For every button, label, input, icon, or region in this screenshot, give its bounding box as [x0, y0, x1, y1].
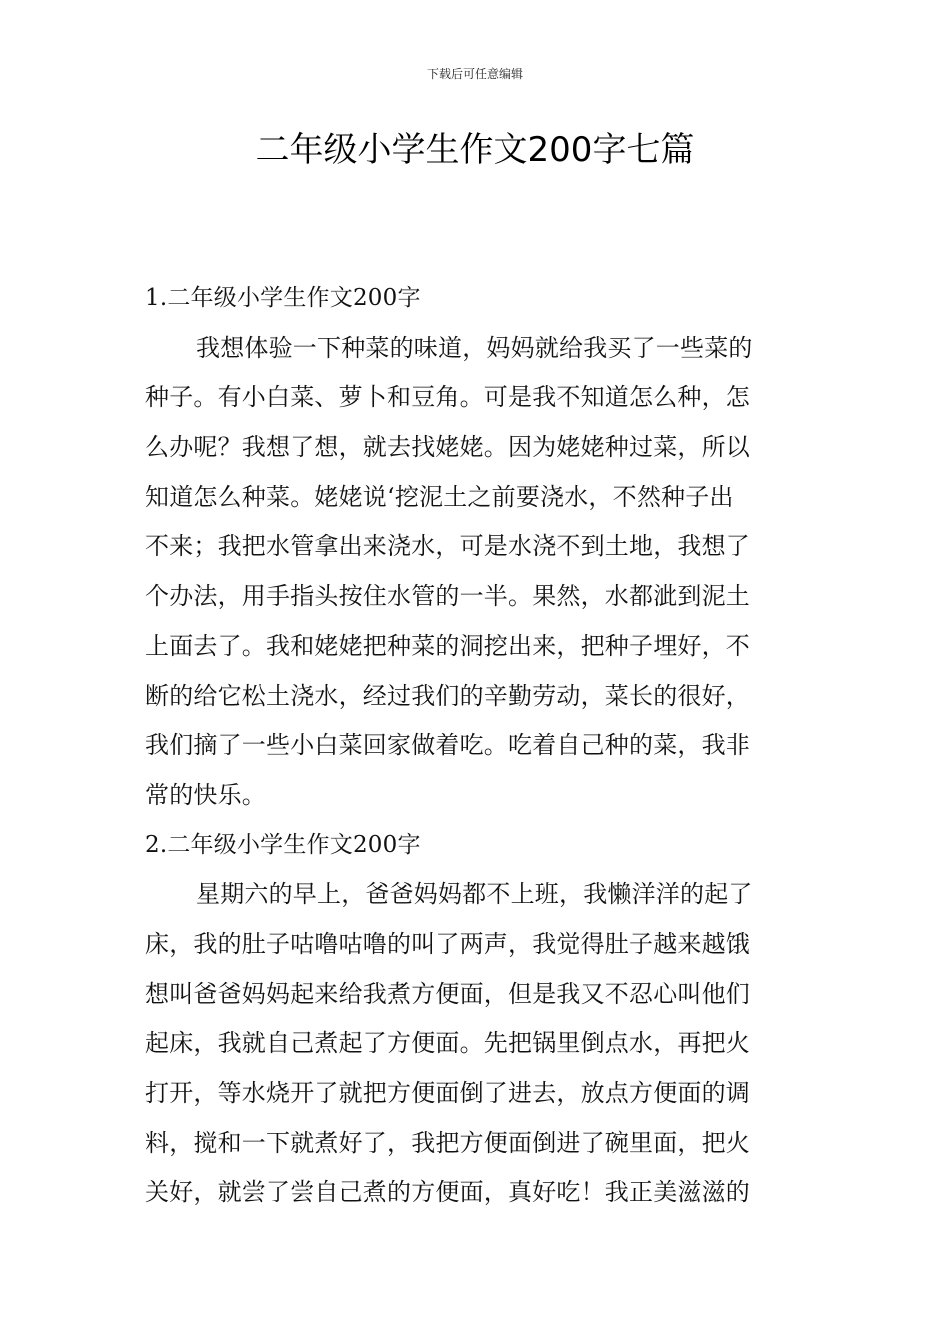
- section-heading: 1.二年级小学生作文200字: [145, 285, 421, 311]
- paragraph-line: 床，我的肚子咕噜咕噜的叫了两声，我觉得肚子越来越饿: [145, 929, 750, 958]
- header-note: 下载后可任意编辑: [426, 67, 523, 81]
- paragraph-line: 打开，等水烧开了就把方便面倒了进去，放点方便面的调: [145, 1079, 750, 1107]
- paragraph-line: 料，搅和一下就煮好了，我把方便面倒进了碗里面，把火: [145, 1128, 750, 1157]
- paragraph-line: 不来；我把水管拿出来浇水，可是水浇不到土地，我想了: [145, 532, 750, 561]
- paragraph-line: 常的快乐。: [145, 780, 266, 809]
- section-heading: 2.二年级小学生作文200字: [145, 831, 421, 858]
- paragraph-line: 种子。有小白菜、萝卜和豆角。可是我不知道怎么种，怎: [145, 383, 750, 412]
- paragraph-line: 我想体验一下种菜的味道，妈妈就给我买了一些菜的: [196, 333, 753, 362]
- paragraph-line: 星期六的早上，爸爸妈妈都不上班，我懒洋洋的起了: [196, 880, 753, 909]
- paragraph-line: 我们摘了一些小白菜回家做着吃。吃着自己种的菜，我非: [145, 731, 750, 760]
- paragraph-line: 关好，就尝了尝自己煮的方便面，真好吃！我正美滋滋的: [145, 1178, 750, 1207]
- paragraph-line: 想叫爸爸妈妈起来给我煮方便面，但是我又不忍心叫他们: [145, 979, 750, 1008]
- paragraph-line: 起床，我就自己煮起了方便面。先把锅里倒点水，再把火: [145, 1029, 750, 1058]
- paragraph-line: 么办呢？我想了想，就去找姥姥。因为姥姥种过菜，所以: [145, 433, 750, 462]
- paragraph-line: 知道怎么种菜。姥姥说‘挖泥土之前要浇水，不然种子出: [145, 482, 734, 511]
- paragraph-line: 上面去了。我和姥姥把种菜的洞挖出来，把种子埋好，不: [145, 631, 750, 660]
- paragraph-line: 断的给它松土浇水，经过我们的辛勤劳动，菜长的很好，: [145, 681, 750, 710]
- paragraph-line: 个办法，用手指头按住水管的一半。果然，水都泚到泥土: [145, 582, 750, 611]
- page-title: 二年级小学生作文200字七篇: [255, 130, 695, 170]
- document-body: [145, 274, 815, 1218]
